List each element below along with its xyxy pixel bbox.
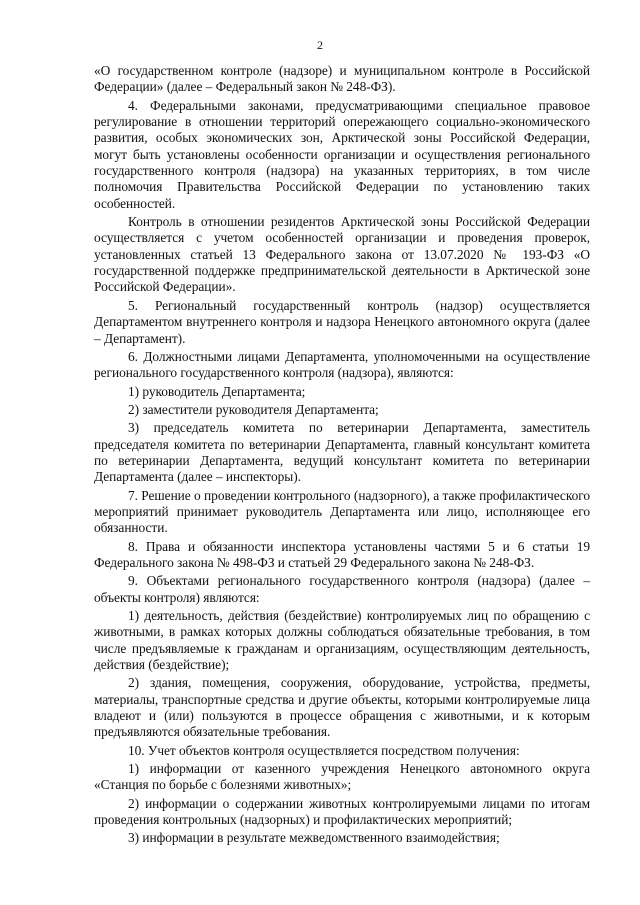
paragraph-p4: 4. Федеральными законами, предусматривающими специальное правовое регулирование в отношении территорий опережающего социально-экономического развития, особых экономических зон, Арктической зоны Российской Федерации, могут быть установлены особенности организации и осуществления регионального государственного контроля (надзора) на указанных территориях, в том числе полномочия Правительства Российской Федерации по установлению таких особенностей. <box>94 97 590 211</box>
paragraph-p6_2: 2) заместители руководителя Департамента; <box>128 401 379 417</box>
paragraph-p10: 10. Учет объектов контроля осуществляется посредством получения: <box>128 742 520 758</box>
paragraph-p6_1: 1) руководитель Департамента; <box>128 383 306 399</box>
paragraph-p0: «О государственном контроле (надзоре) и муниципальном контроле в Российской Федерации» (далее – Федеральный закон № 248-ФЗ). <box>94 63 590 95</box>
paragraph-p9_1: 1) деятельность, действия (бездействие) контролируемых лиц по обращению с животными, в рамках которых должны соблюдаться обязательные требования, в том числе предъявляемые к гражданам и организациям, осуществляющим деятельность, действия (бездействие); <box>94 608 590 673</box>
paragraph-p10_3: 3) информации в результате межведомственного взаимодействия; <box>128 830 500 846</box>
paragraph-p4b: Контроль в отношении резидентов Арктической зоны Российской Федерации осуществляется с учетом особенностей организации и проведения проверок, установленных статьей 13 Федерального закона от 13.07.2020 № 193-ФЗ «О государственной поддержке предпринимательской деятельности в Арктической зоне Российской Федерации». <box>94 214 590 295</box>
paragraph-p9: 9. Объектами регионального государственного контроля (надзора) (далее – объекты контроля) являются: <box>94 573 590 605</box>
document-body <box>94 63 590 847</box>
paragraph-p10_2: 2) информации о содержании животных контролируемыми лицами по итогам проведения контрольных (надзорных) и профилактических мероприятий; <box>94 795 590 828</box>
paragraph-p6: 6. Должностными лицами Департамента, уполномоченными на осуществление регионального государственного контроля (надзора), являются: <box>94 348 590 381</box>
paragraph-p8: 8. Права и обязанности инспектора установлены частями 5 и 6 статьи 19 Федерального закона № 498-ФЗ и статьей 29 Федерального закона № 248-ФЗ. <box>94 538 590 570</box>
paragraph-p6_3: 3) председатель комитета по ветеринарии Департамента, заместитель председателя комитета по ветеринарии Департамента, главный консультант комитета по ветеринарии Департамента, ведущий консультант комитета по ветеринарии Департамента (далее – инспекторы). <box>94 420 590 485</box>
paragraph-p10_1: 1) информации от казенного учреждения Ненецкого автономного округа «Станция по борьбе с болезнями животных»; <box>94 761 590 793</box>
paragraph-p5: 5. Региональный государственный контроль (надзор) осуществляется Департаментом внутреннего контроля и надзора Ненецкого автономного округа (далее – Департамент). <box>94 297 590 346</box>
paragraph-p7: 7. Решение о проведении контрольного (надзорного), а также профилактического мероприятий принимает руководитель Департамента или лицо, исполняющее его обязанности. <box>94 487 590 536</box>
page-number: 2 <box>317 38 323 52</box>
paragraph-p9_2: 2) здания, помещения, сооружения, оборудование, устройства, предметы, материалы, транспортные средства и другие объекты, которыми контролируемые лица владеют и (или) пользуются в процессе обращения с животными, и к которым предъявляются обязательные требования. <box>94 675 590 740</box>
